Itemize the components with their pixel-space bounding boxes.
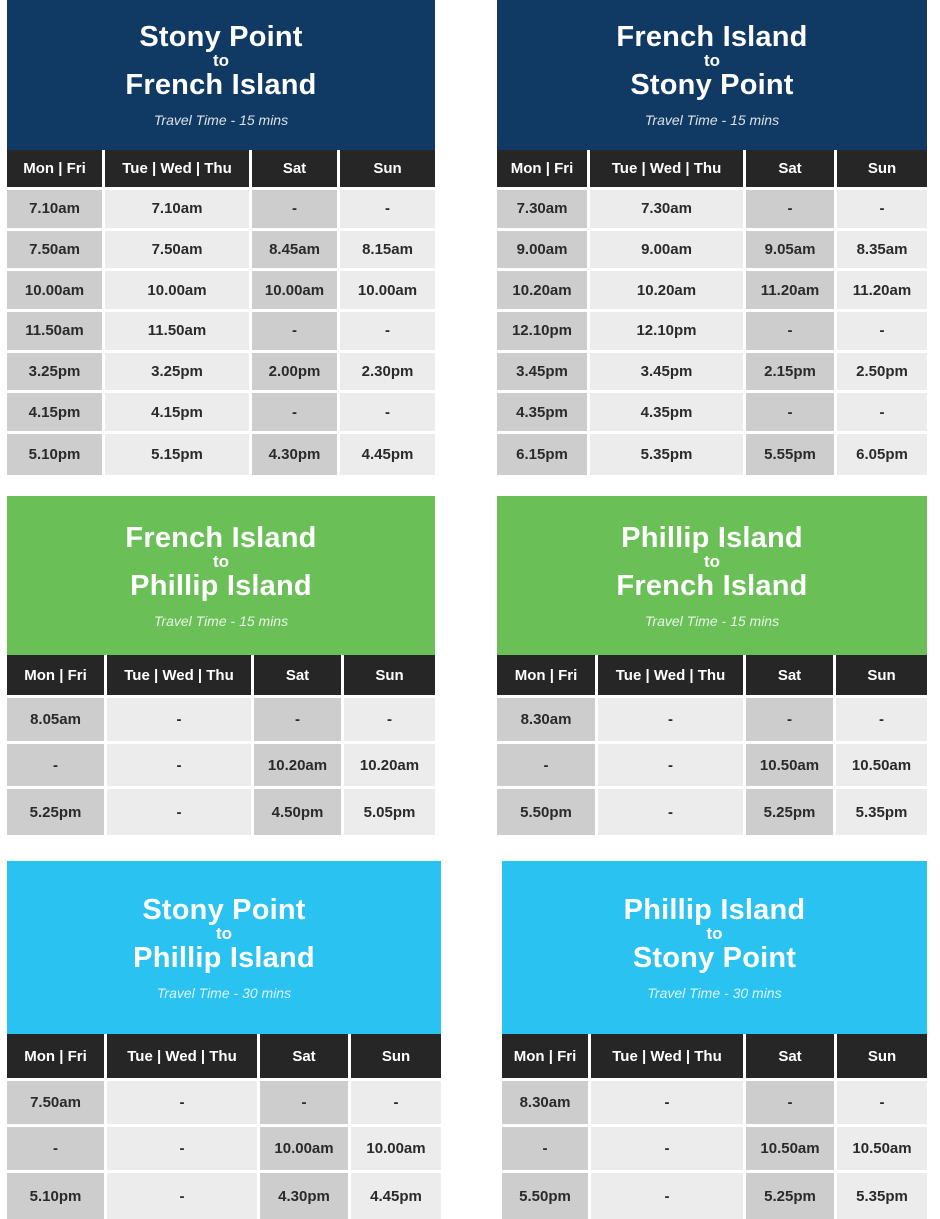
table-header-row bbox=[7, 1034, 441, 1081]
departure-time-cell: - bbox=[836, 698, 927, 744]
route-origin: Phillip Island bbox=[621, 521, 803, 554]
departure-time-cell: 4.35pm bbox=[590, 393, 746, 434]
departure-time-cell: 11.50am bbox=[7, 312, 105, 353]
departure-time-cell: - bbox=[351, 1081, 441, 1127]
departure-time-cell: - bbox=[107, 698, 254, 744]
departure-time-cell: 5.55pm bbox=[746, 434, 837, 475]
travel-time: Travel Time - 15 mins bbox=[644, 612, 780, 629]
departure-time-cell: 10.50am bbox=[836, 744, 927, 790]
table-row bbox=[497, 434, 927, 475]
column-header: Tue | Wed | Thu bbox=[590, 150, 746, 190]
departure-time-cell: 10.50am bbox=[746, 1127, 837, 1173]
departure-time-cell: 3.25pm bbox=[105, 353, 252, 394]
departure-time-cell: - bbox=[340, 393, 435, 434]
table-header-row bbox=[497, 150, 927, 190]
departure-time-cell: - bbox=[837, 393, 927, 434]
departure-time-cell: 9.05am bbox=[746, 231, 837, 272]
departure-time-cell: 5.50pm bbox=[497, 789, 598, 835]
departure-time-cell: 10.20am bbox=[344, 744, 435, 790]
route-header bbox=[497, 496, 927, 655]
column-header: Sun bbox=[351, 1034, 441, 1081]
column-header: Mon | Fri bbox=[7, 1034, 107, 1081]
departure-time-cell: - bbox=[746, 190, 837, 231]
column-header: Tue | Wed | Thu bbox=[598, 655, 746, 698]
travel-time: Travel Time - 15 mins bbox=[153, 612, 289, 629]
table-row bbox=[502, 1081, 927, 1127]
table-row bbox=[497, 190, 927, 231]
column-header: Mon | Fri bbox=[502, 1034, 591, 1081]
departure-time-cell: 11.50am bbox=[105, 312, 252, 353]
table-row bbox=[7, 231, 435, 272]
timetable-table bbox=[502, 1034, 927, 1219]
table-row bbox=[7, 698, 435, 744]
departure-time-cell: - bbox=[252, 190, 340, 231]
column-header: Sun bbox=[837, 150, 927, 190]
table-header-row bbox=[502, 1034, 927, 1081]
departure-time-cell: 5.50pm bbox=[502, 1173, 591, 1219]
departure-time-cell: - bbox=[591, 1127, 746, 1173]
departure-time-cell: - bbox=[107, 789, 254, 835]
departure-time-cell: - bbox=[837, 190, 927, 231]
departure-time-cell: 4.35pm bbox=[497, 393, 590, 434]
departure-time-cell: 4.30pm bbox=[260, 1173, 351, 1219]
departure-time-cell: 7.30am bbox=[590, 190, 746, 231]
departure-time-cell: 4.45pm bbox=[351, 1173, 441, 1219]
departure-time-cell: 5.25pm bbox=[7, 789, 107, 835]
travel-time: Travel Time - 15 mins bbox=[153, 112, 289, 128]
table-header-row bbox=[497, 655, 927, 698]
column-header: Mon | Fri bbox=[7, 655, 107, 698]
departure-time-cell: 5.35pm bbox=[837, 1173, 927, 1219]
route-header bbox=[497, 0, 927, 150]
timetable-card bbox=[502, 861, 927, 1219]
table-row bbox=[497, 231, 927, 272]
column-header: Mon | Fri bbox=[497, 150, 590, 190]
departure-time-cell: 4.30pm bbox=[252, 434, 340, 475]
table-row bbox=[497, 744, 927, 790]
route-destination: Phillip Island bbox=[133, 941, 315, 974]
route-header bbox=[7, 496, 435, 655]
table-row bbox=[7, 312, 435, 353]
timetable-card bbox=[7, 861, 441, 1219]
departure-time-cell: - bbox=[598, 698, 746, 744]
table-row bbox=[7, 353, 435, 394]
timetable-table bbox=[7, 150, 435, 475]
departure-time-cell: 5.15pm bbox=[105, 434, 252, 475]
departure-time-cell: 5.25pm bbox=[746, 789, 836, 835]
departure-time-cell: 5.25pm bbox=[746, 1173, 837, 1219]
departure-time-cell: 10.00am bbox=[351, 1127, 441, 1173]
departure-time-cell: 10.00am bbox=[105, 271, 252, 312]
route-origin: French Island bbox=[616, 21, 808, 53]
departure-time-cell: - bbox=[107, 1127, 260, 1173]
departure-time-cell: - bbox=[7, 1127, 107, 1173]
departure-time-cell: 9.00am bbox=[590, 231, 746, 272]
route-to-word: to bbox=[703, 51, 721, 70]
departure-time-cell: - bbox=[252, 393, 340, 434]
timetable-card bbox=[7, 0, 435, 475]
departure-time-cell: 11.20am bbox=[746, 271, 837, 312]
departure-time-cell: - bbox=[837, 1081, 927, 1127]
departure-time-cell: 2.30pm bbox=[340, 353, 435, 394]
table-header-row bbox=[7, 655, 435, 698]
route-origin: Phillip Island bbox=[623, 893, 806, 926]
departure-time-cell: 5.35pm bbox=[590, 434, 746, 475]
column-header: Sat bbox=[252, 150, 340, 190]
table-row bbox=[497, 353, 927, 394]
departure-time-cell: - bbox=[746, 1081, 837, 1127]
departure-time-cell: 9.00am bbox=[497, 231, 590, 272]
departure-time-cell: 3.25pm bbox=[7, 353, 105, 394]
departure-time-cell: 7.10am bbox=[105, 190, 252, 231]
departure-time-cell: 2.50pm bbox=[837, 353, 927, 394]
departure-time-cell: - bbox=[598, 789, 746, 835]
departure-time-cell: - bbox=[344, 698, 435, 744]
departure-time-cell: 8.05am bbox=[7, 698, 107, 744]
travel-time: Travel Time - 30 mins bbox=[156, 984, 292, 1001]
timetable-table bbox=[497, 655, 927, 835]
departure-time-cell: 4.15pm bbox=[7, 393, 105, 434]
column-header: Mon | Fri bbox=[497, 655, 598, 698]
table-row bbox=[497, 393, 927, 434]
travel-time: Travel Time - 15 mins bbox=[644, 112, 780, 128]
departure-time-cell: 8.30am bbox=[497, 698, 598, 744]
route-to-word: to bbox=[215, 923, 233, 943]
departure-time-cell: 8.45am bbox=[252, 231, 340, 272]
route-header bbox=[7, 861, 441, 1034]
departure-time-cell: - bbox=[340, 190, 435, 231]
departure-time-cell: 12.10pm bbox=[590, 312, 746, 353]
departure-time-cell: 8.35am bbox=[837, 231, 927, 272]
column-header: Tue | Wed | Thu bbox=[591, 1034, 746, 1081]
table-row bbox=[502, 1173, 927, 1219]
timetable-card bbox=[7, 496, 435, 835]
timetable-table bbox=[7, 655, 435, 835]
departure-time-cell: 7.50am bbox=[105, 231, 252, 272]
departure-time-cell: 10.00am bbox=[252, 271, 340, 312]
departure-time-cell: 7.30am bbox=[497, 190, 590, 231]
departure-time-cell: - bbox=[252, 312, 340, 353]
route-origin: French Island bbox=[125, 521, 317, 554]
route-destination: Stony Point bbox=[632, 941, 797, 974]
table-row bbox=[7, 789, 435, 835]
route-to-word: to bbox=[706, 923, 723, 943]
table-row bbox=[7, 744, 435, 790]
route-destination: French Island bbox=[125, 69, 317, 101]
table-row bbox=[7, 434, 435, 475]
departure-time-cell: 2.15pm bbox=[746, 353, 837, 394]
table-row bbox=[7, 190, 435, 231]
column-header: Mon | Fri bbox=[7, 150, 105, 190]
departure-time-cell: 7.50am bbox=[7, 231, 105, 272]
departure-time-cell: 8.15am bbox=[340, 231, 435, 272]
route-destination: Phillip Island bbox=[130, 569, 312, 602]
route-destination: French Island bbox=[616, 569, 808, 602]
departure-time-cell: 10.20am bbox=[590, 271, 746, 312]
departure-time-cell: - bbox=[746, 312, 837, 353]
departure-time-cell: 12.10pm bbox=[497, 312, 590, 353]
departure-time-cell: 10.00am bbox=[7, 271, 105, 312]
route-origin: Stony Point bbox=[142, 893, 306, 926]
table-row bbox=[7, 1081, 441, 1127]
departure-time-cell: 3.45pm bbox=[590, 353, 746, 394]
route-to-word: to bbox=[212, 51, 230, 70]
route-origin: Stony Point bbox=[139, 21, 303, 53]
route-to-word: to bbox=[703, 551, 721, 571]
column-header: Sat bbox=[746, 150, 837, 190]
timetable-card bbox=[497, 496, 927, 835]
timetable-table bbox=[7, 1034, 441, 1219]
column-header: Tue | Wed | Thu bbox=[107, 1034, 260, 1081]
table-row bbox=[7, 1127, 441, 1173]
departure-time-cell: 10.20am bbox=[497, 271, 590, 312]
departure-time-cell: 10.00am bbox=[260, 1127, 351, 1173]
departure-time-cell: - bbox=[7, 744, 107, 790]
departure-time-cell: 10.00am bbox=[340, 271, 435, 312]
table-row bbox=[7, 1173, 441, 1219]
column-header: Sun bbox=[836, 655, 927, 698]
column-header: Tue | Wed | Thu bbox=[107, 655, 254, 698]
departure-time-cell: - bbox=[260, 1081, 351, 1127]
route-header bbox=[7, 0, 435, 150]
column-header: Tue | Wed | Thu bbox=[105, 150, 252, 190]
route-destination: Stony Point bbox=[630, 69, 794, 101]
departure-time-cell: 4.50pm bbox=[254, 789, 344, 835]
timetable-card bbox=[497, 0, 927, 475]
departure-time-cell: - bbox=[746, 698, 836, 744]
route-header bbox=[502, 861, 927, 1034]
departure-time-cell: - bbox=[502, 1127, 591, 1173]
table-row bbox=[7, 271, 435, 312]
timetable-table bbox=[497, 150, 927, 475]
departure-time-cell: 4.15pm bbox=[105, 393, 252, 434]
column-header: Sat bbox=[746, 655, 836, 698]
table-row bbox=[497, 312, 927, 353]
departure-time-cell: 5.10pm bbox=[7, 1173, 107, 1219]
departure-time-cell: - bbox=[107, 744, 254, 790]
table-row bbox=[497, 271, 927, 312]
departure-time-cell: 7.50am bbox=[7, 1081, 107, 1127]
table-row bbox=[502, 1127, 927, 1173]
departure-time-cell: 5.10pm bbox=[7, 434, 105, 475]
departure-time-cell: 7.10am bbox=[7, 190, 105, 231]
departure-time-cell: 10.50am bbox=[837, 1127, 927, 1173]
departure-time-cell: 10.50am bbox=[746, 744, 836, 790]
departure-time-cell: 6.15pm bbox=[497, 434, 590, 475]
column-header: Sat bbox=[254, 655, 344, 698]
departure-time-cell: 8.30am bbox=[502, 1081, 591, 1127]
departure-time-cell: - bbox=[107, 1173, 260, 1219]
column-header: Sat bbox=[746, 1034, 837, 1081]
departure-time-cell: 10.20am bbox=[254, 744, 344, 790]
table-row bbox=[497, 698, 927, 744]
table-row bbox=[497, 789, 927, 835]
departure-time-cell: 11.20am bbox=[837, 271, 927, 312]
travel-time: Travel Time - 30 mins bbox=[647, 984, 782, 1001]
departure-time-cell: - bbox=[837, 312, 927, 353]
departure-time-cell: - bbox=[591, 1081, 746, 1127]
departure-time-cell: - bbox=[497, 744, 598, 790]
departure-time-cell: - bbox=[598, 744, 746, 790]
departure-time-cell: - bbox=[107, 1081, 260, 1127]
departure-time-cell: - bbox=[591, 1173, 746, 1219]
column-header: Sun bbox=[340, 150, 435, 190]
table-header-row bbox=[7, 150, 435, 190]
table-row bbox=[7, 393, 435, 434]
column-header: Sat bbox=[260, 1034, 351, 1081]
departure-time-cell: 6.05pm bbox=[837, 434, 927, 475]
departure-time-cell: - bbox=[254, 698, 344, 744]
departure-time-cell: 5.35pm bbox=[836, 789, 927, 835]
departure-time-cell: 2.00pm bbox=[252, 353, 340, 394]
departure-time-cell: 3.45pm bbox=[497, 353, 590, 394]
departure-time-cell: 4.45pm bbox=[340, 434, 435, 475]
column-header: Sun bbox=[837, 1034, 927, 1081]
departure-time-cell: 5.05pm bbox=[344, 789, 435, 835]
departure-time-cell: - bbox=[746, 393, 837, 434]
departure-time-cell: - bbox=[340, 312, 435, 353]
column-header: Sun bbox=[344, 655, 435, 698]
route-to-word: to bbox=[212, 551, 230, 571]
